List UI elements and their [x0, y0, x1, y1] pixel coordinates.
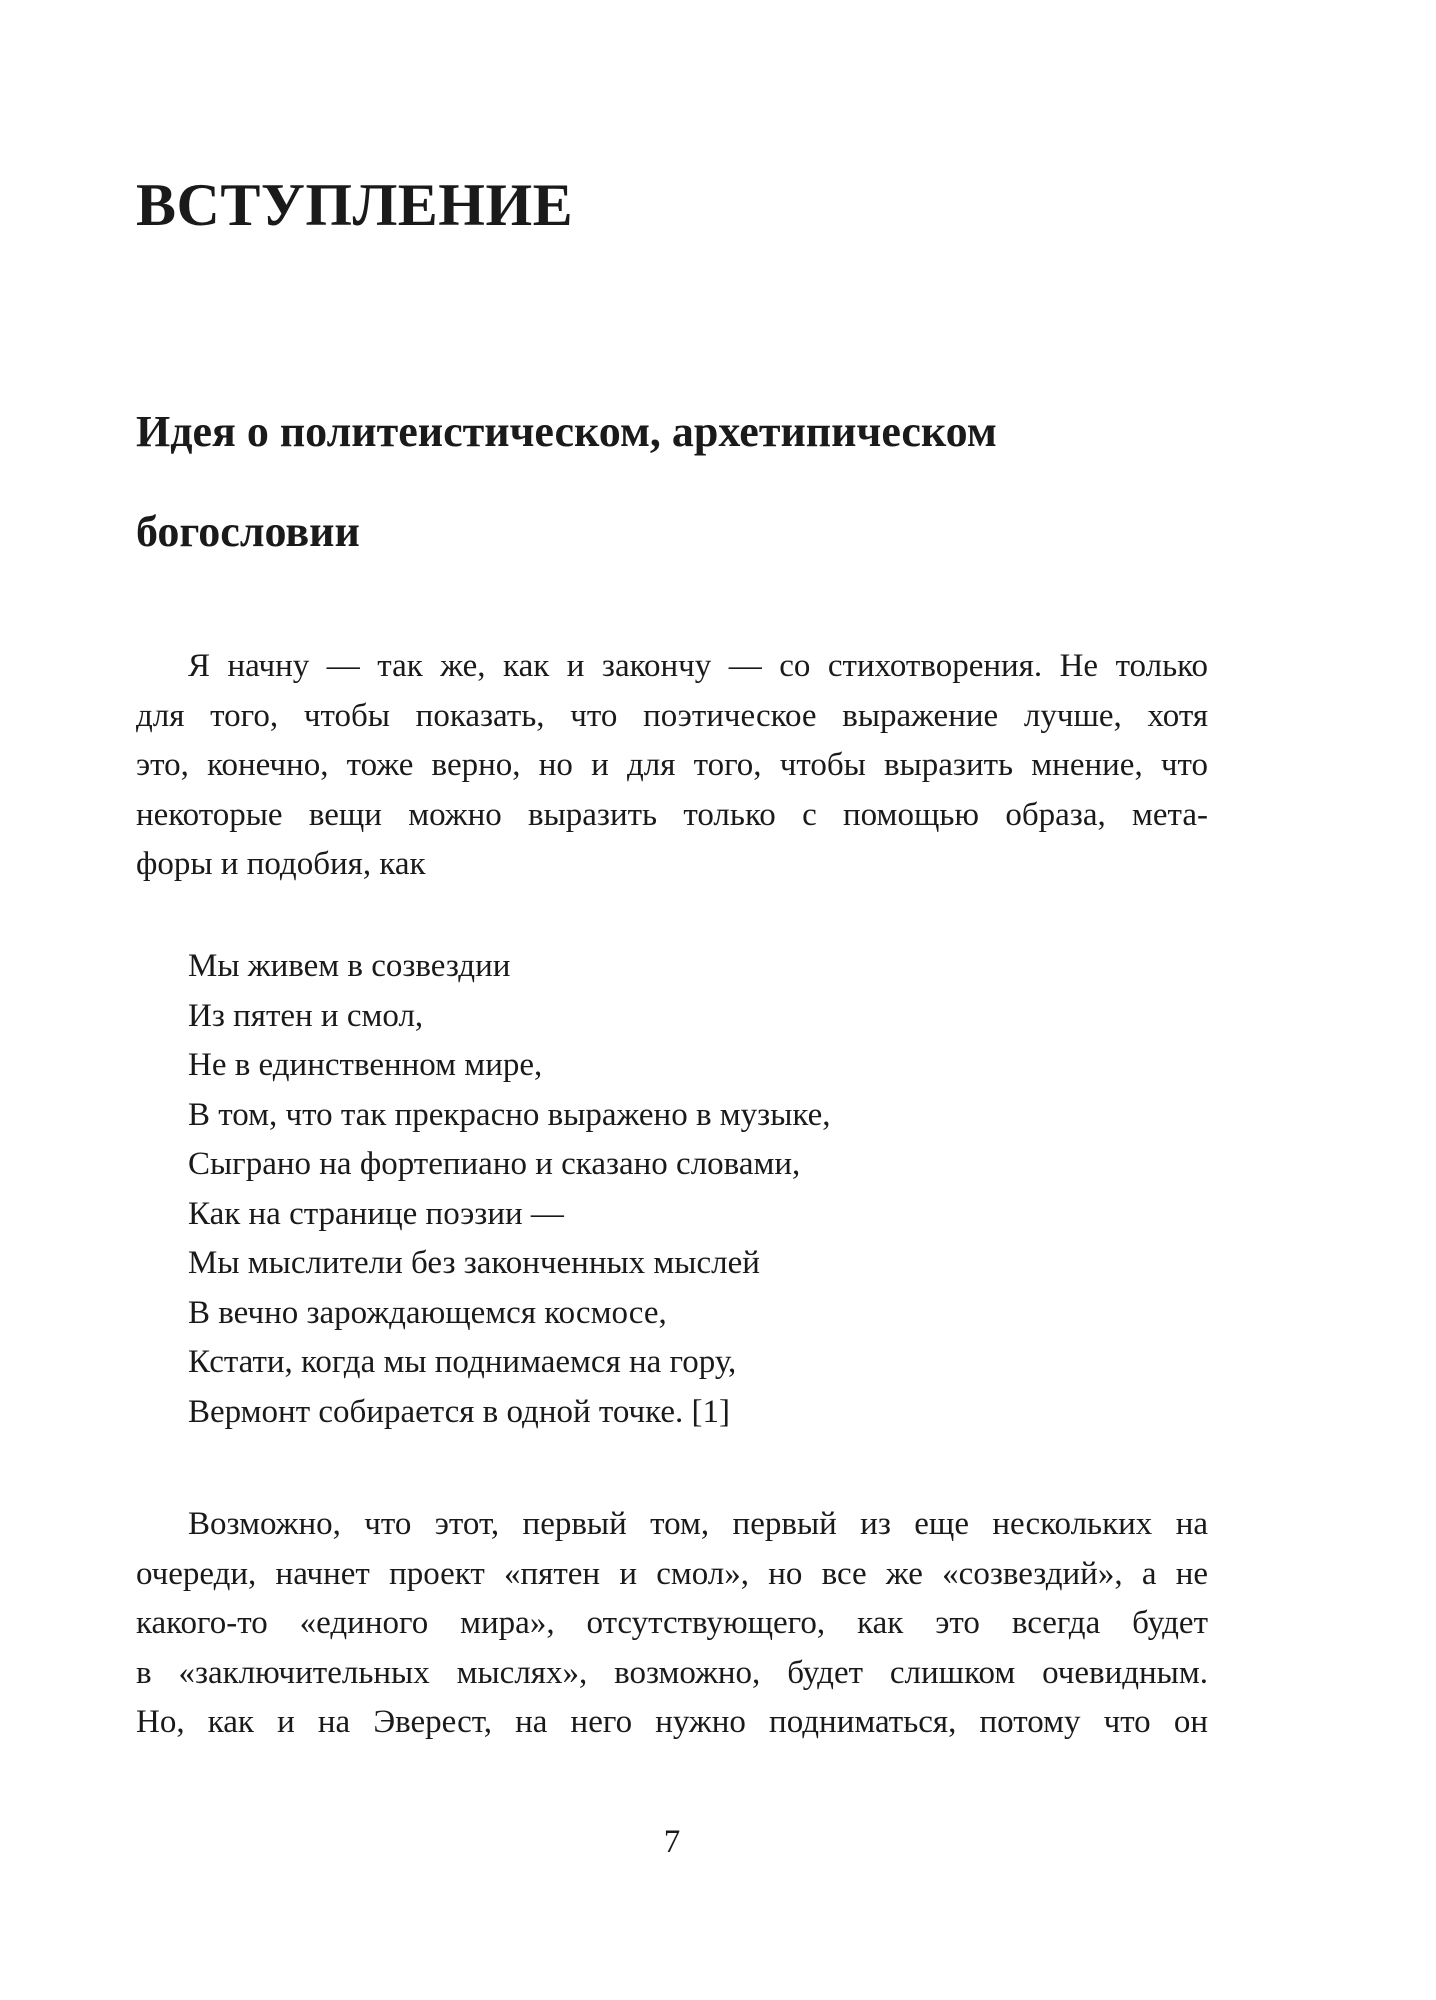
paragraph-line: в «заключительных мыслях», возможно, будет слишком очевидным.: [136, 1654, 1208, 1691]
poem-line: Из пятен и смол,: [188, 997, 424, 1034]
paragraph-line: Я начну — так же, как и закончу — со стихотворения. Не только: [188, 648, 1208, 684]
poem-quote: [188, 942, 831, 1437]
poem-line: В вечно зарождающемся космосе,: [188, 1294, 667, 1331]
paragraph-line: Но, как и на Эверест, на него нужно подниматься, потому что он: [136, 1704, 1208, 1740]
poem-line: Мы живем в созвездии: [188, 948, 511, 984]
intro-paragraph: [136, 642, 1208, 890]
paragraph-line: какого-то «единого мира», отсутствующего, как это всегда будет: [136, 1605, 1208, 1641]
poem-line: В том, что так прекрасно выражено в музыке,: [188, 1096, 831, 1133]
paragraph-line: некоторые вещи можно выразить только с помощью образа, мета-: [136, 796, 1208, 833]
poem-line: Вермонт собирается в одной точке. [1]: [188, 1393, 730, 1430]
page-number: 7: [663, 1824, 681, 1860]
poem-line: Кстати, когда мы поднимаемся на гору,: [188, 1344, 737, 1380]
paragraph-line: Возможно, что этот, первый том, первый из еще нескольких на: [188, 1506, 1208, 1542]
paragraph-line: для того, чтобы показать, что поэтическое выражение лучше, хотя: [136, 697, 1208, 734]
poem-line: Как на странице поэзии —: [188, 1195, 564, 1232]
section-title-line-1: Идея о политеистическом, архетипическом: [136, 407, 997, 456]
paragraph-line: форы и подобия, как: [136, 846, 426, 882]
poem-line: Не в единственном мире,: [188, 1047, 543, 1083]
section-title-line-2: богословии: [136, 507, 360, 556]
poem-line: Сыграно на фортепиано и сказано словами,: [188, 1146, 801, 1182]
paragraph-line: очереди, начнет проект «пятен и смол», но все же «созвездий», а не: [136, 1555, 1208, 1592]
body-paragraph: [136, 1500, 1208, 1748]
chapter-title: ВСТУПЛЕНИЕ: [136, 172, 574, 238]
paragraph-line: это, конечно, тоже верно, но и для того, чтобы выразить мнение, что: [136, 747, 1208, 783]
poem-line: Мы мыслители без законченных мыслей: [188, 1245, 760, 1281]
section-title: [136, 382, 1296, 582]
